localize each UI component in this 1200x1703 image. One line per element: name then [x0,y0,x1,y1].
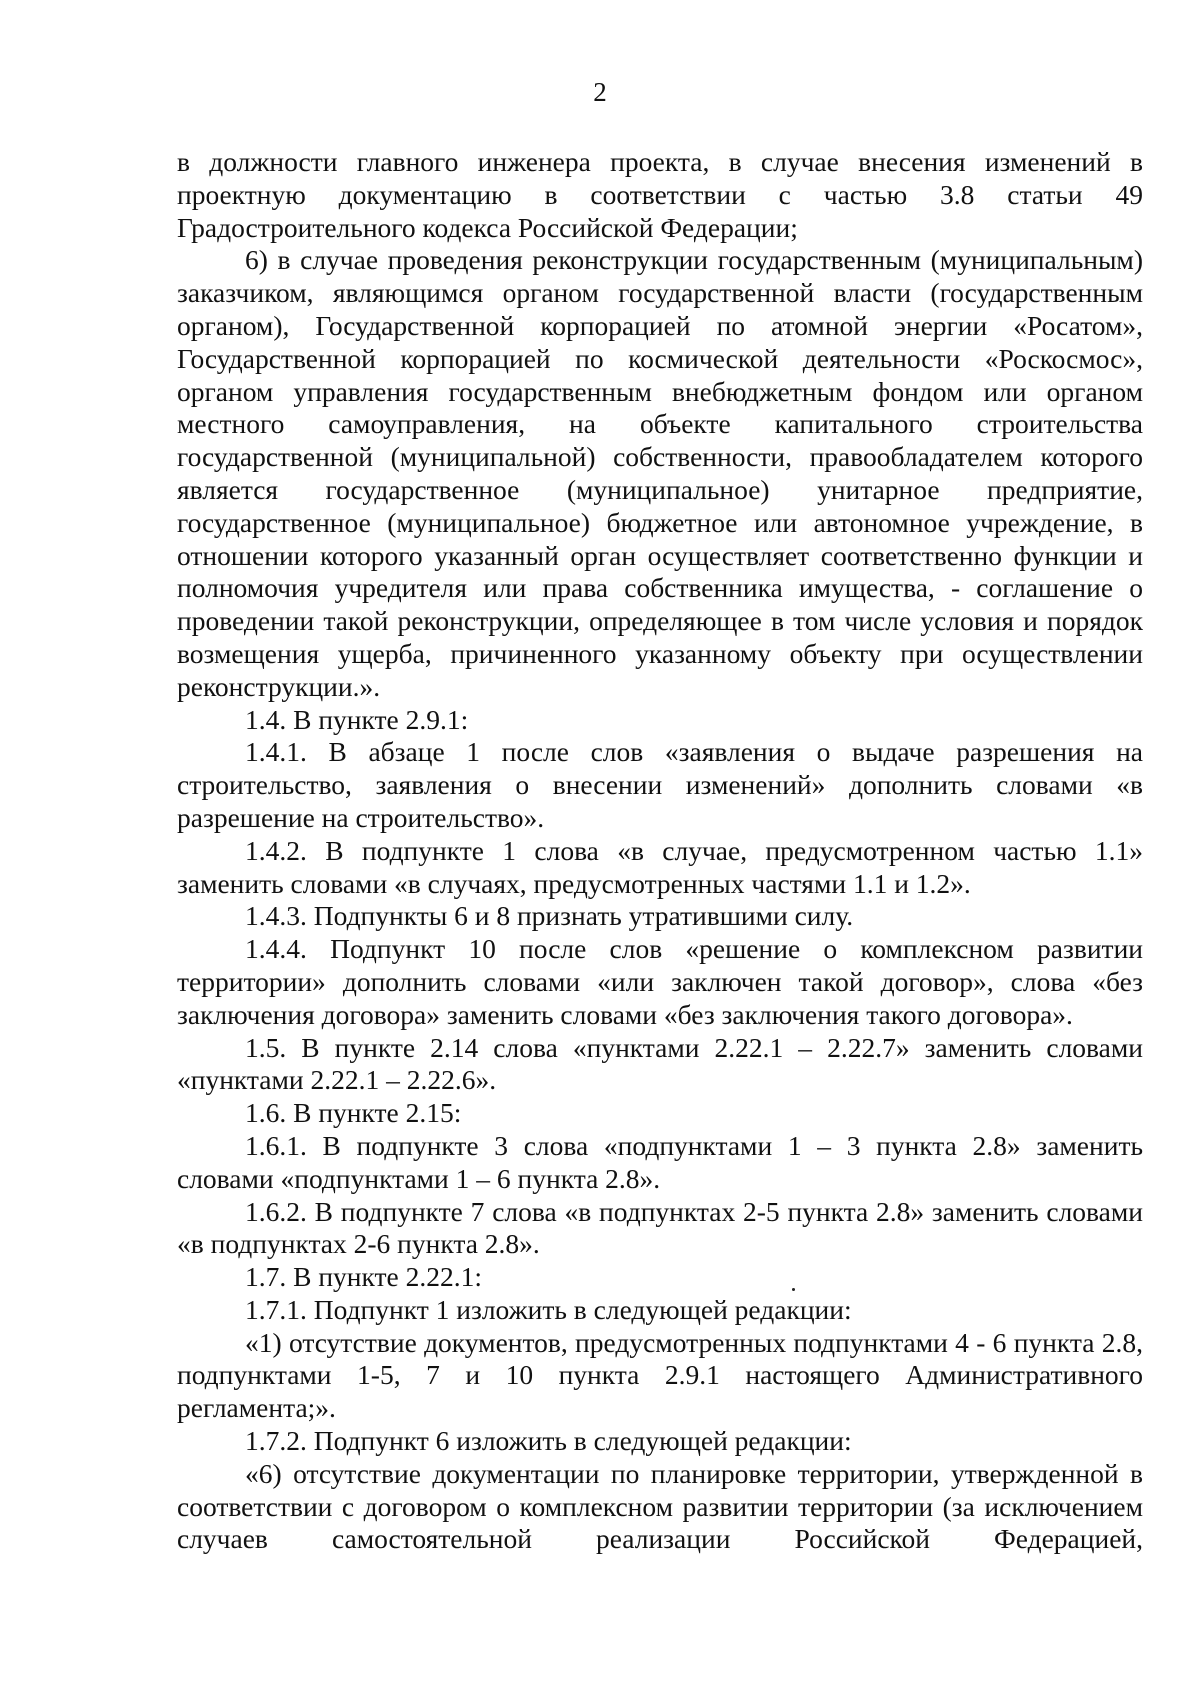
paragraph-1-7-2: 1.7.2. Подпункт 6 изложить в следующей редакции: [245,1425,852,1457]
scan-speck [792,1288,795,1291]
paragraph-1-7-1: 1.7.1. Подпункт 1 изложить в следующей редакции: [245,1293,852,1325]
paragraph-1-4: 1.4. В пункте 2.9.1: [245,703,469,735]
paragraph-1-4-4: 1.4.4. Подпункт 10 после слов «решение о комплексном развитии территории» дополнить словами «или заключен такой договор», слова «без заключения договора» заменить словами «без заключения такого договора». [177,933,1143,1030]
paragraph-1-6-2: 1.6.2. В подпункте 7 слова «в подпунктах 2-5 пункта 2.8» заменить словами «в подпунктах 2-6 пункта 2.8». [177,1195,1143,1260]
paragraph-1-4-1: 1.4.1. В абзаце 1 после слов «заявления о выдаче разрешения на строительство, заявления о внесении изменений» дополнить словами «в разрешение на строительство». [177,736,1143,833]
paragraph-1-4-3: 1.4.3. Подпункты 6 и 8 признать утратившими силу. [245,900,854,932]
document-body [177,146,1143,1556]
paragraph-continuation: в должности главного инженера проекта, в случае внесения изменений в проектную документацию в соответствии с частью 3.8 статьи 49 Градостроительного кодекса Российской Федерации; [177,146,1143,243]
paragraph-quote-6: «6) отсутствие документации по планировке территории, утвержденной в соответствии с договором о комплексном развитии территории (за исключением случаев самостоятельной реализации Российской Федерацией, [177,1457,1143,1555]
paragraph-1-6-1: 1.6.1. В подпункте 3 слова «подпунктами 1 – 3 пункта 2.8» заменить словами «подпунктами 1 – 6 пункта 2.8». [177,1129,1143,1194]
page-number: 2 [593,77,607,107]
paragraph-1-4-2: 1.4.2. В подпункте 1 слова «в случае, предусмотренном частью 1.1» заменить словами «в случаях, предусмотренных частями 1.1 и 1.2». [177,834,1143,899]
paragraph-quote-1: «1) отсутствие документов, предусмотренных подпунктами 4 - 6 пункта 2.8, подпунктами 1-5, 7 и 10 пункта 2.9.1 настоящего Административного регламента;». [177,1326,1143,1424]
paragraph-1-6: 1.6. В пункте 2.15: [245,1097,462,1129]
paragraph-1-5: 1.5. В пункте 2.14 слова «пунктами 2.22.1 – 2.22.7» заменить словами «пунктами 2.22.1 – 2.22.6». [177,1031,1143,1096]
paragraph-item-6: 6) в случае проведения реконструкции государственным (муниципальным) заказчиком, являющимся органом государственной власти (государственным органом), Государственной корпорацией по атомной энергии «Росатом», Государственной корпорацией по космической деятельности «Роскосмос», органом управления государственным внебюджетным фондом или органом местного самоуправления, на объекте капитального строительства государственной (муниципальной) собственности, правообладателем которого является государственное (муниципальное) унитарное предприятие, государственное (муниципальное) бюджетное или автономное учреждение, в отношении которого указанный орган осуществляет соответственно функции и полномочия учредителя или права собственника имущества, - соглашение о проведении такой реконструкции, определяющее в том числе условия и порядок возмещения ущерба, причиненного указанному объекту при осуществлении реконструкции.». [177,244,1143,702]
paragraph-1-7: 1.7. В пункте 2.22.1: [245,1261,483,1293]
